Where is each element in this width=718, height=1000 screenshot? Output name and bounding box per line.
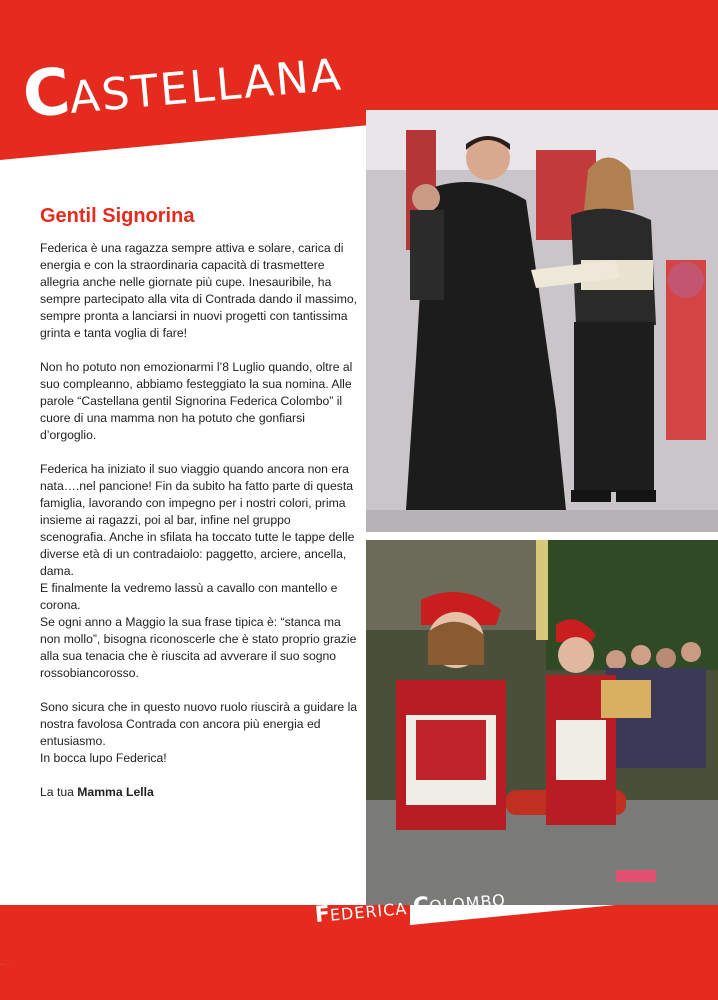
article-heading: Gentil Signorina: [40, 205, 195, 227]
signature-prefix: La tua: [40, 785, 78, 799]
article: [40, 205, 360, 818]
section-title-rest: ASTELLANA: [67, 49, 345, 124]
photo-nomination-ceremony: [366, 110, 718, 532]
footer-last-initial: C: [412, 893, 431, 920]
article-paragraph-1: Federica è una ragazza sempre attiva e solare, carica di energia e con la straordinaria capacità di trasmettere allegria anche nelle giornate più cupe. Inesauribile, ha sempre partecipato alla vita di Contrada dando il massimo, sempre pronta a lanciarsi in nuovi progetti con tantissima grinta e tanta voglia di fare!: [40, 241, 358, 340]
article-paragraph-6: Sono sicura che in questo nuovo ruolo riuscirà a guidare la nostra favolosa Contrada con ancora più energia ed entusiasmo.: [40, 700, 358, 748]
footer-first-rest: EDERICA: [329, 898, 415, 925]
section-title-initial: C: [19, 55, 73, 133]
article-paragraph-5: Se ogni anno a Maggio la sua frase tipica è: “stanca ma non mollo”, bisogna riconoscerle che è stato proprio grazie alla sua tenacia che è riuscita ad avverare il suo sogno rossobiancorosso.: [40, 615, 357, 680]
article-paragraph-3: Federica ha iniziato il suo viaggio quando ancora non era nata….nel pancione! Fin da subito ha fatto parte di questa famiglia, lavorando con impegno per i nostri colori, prima insieme ai ragazzi, poi al bar, infine nel gruppo scenografia. Anche in sfilata ha toccato tutte le tappe delle diverse età di un contradaiolo: paggetto, arciere, ancella, dama.: [40, 462, 355, 578]
signature-name: Mamma Lella: [77, 785, 154, 799]
footer-first-initial: F: [313, 901, 331, 928]
article-paragraph-4: E finalmente la vedremo lassù a cavallo con mantello e corona.: [40, 581, 338, 612]
footer-last-rest: OLOMBO: [428, 890, 507, 917]
photo-parade: [366, 540, 718, 905]
article-paragraph-7: In bocca lupo Federica!: [40, 751, 167, 765]
article-paragraph-2: Non ho potuto non emozionarmi l’8 Luglio quando, oltre al suo compleanno, abbiamo festeggiato la sua nomina. Alle parole “Castellana gentil Signorina Federica Colombo” il cuore di una mamma non ha potuto che gonfiarsi d’orgoglio.: [40, 360, 353, 442]
article-signature: [40, 784, 360, 801]
